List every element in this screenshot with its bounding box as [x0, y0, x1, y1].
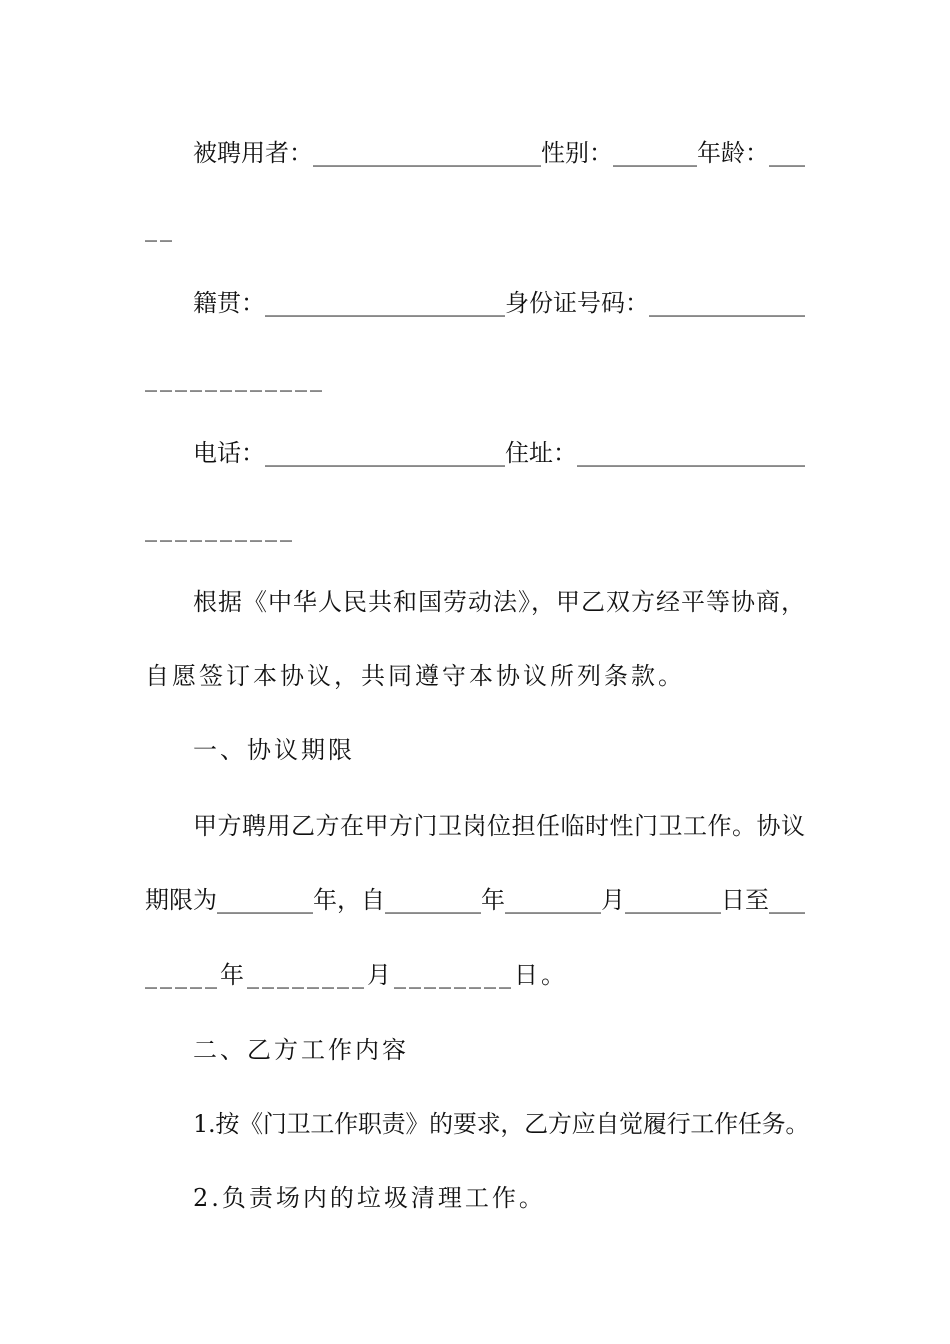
age-field-continuation: __ [145, 214, 175, 242]
section-1-paragraph-line-1: 甲方聘用乙方在甲方门卫岗位担任临时性门卫工作。协议 [193, 812, 806, 840]
native-place-id-number-line: 籍贯：____________________身份证号码：_____________ [193, 289, 805, 317]
section-1-paragraph-line-3: _____年________月________日。 [145, 961, 568, 989]
phone-address-line: 电话：____________________住址：___________________ [193, 439, 805, 467]
preamble-line-1: 根据《中华人民共和国劳动法》，甲乙双方经平等协商， [193, 588, 806, 616]
id-number-continuation: ____________ [145, 364, 325, 392]
duty-item-1: 1.按《门卫工作职责》的要求，乙方应自觉履行工作任务。 [193, 1110, 810, 1138]
employee-name-gender-age-line: 被聘用者：___________________性别：_______年龄：___ [193, 139, 805, 167]
preamble-line-2: 自愿签订本协议，共同遵守本协议所列条款。 [145, 662, 685, 690]
section-1-heading: 一、协议期限 [193, 736, 355, 764]
section-1-paragraph-line-2: 期限为________年，自________年________月________日至___ [145, 886, 805, 914]
address-continuation: __________ [145, 514, 295, 542]
duty-item-2: 2.负责场内的垃圾清理工作。 [193, 1184, 546, 1212]
section-2-heading: 二、乙方工作内容 [193, 1036, 409, 1064]
